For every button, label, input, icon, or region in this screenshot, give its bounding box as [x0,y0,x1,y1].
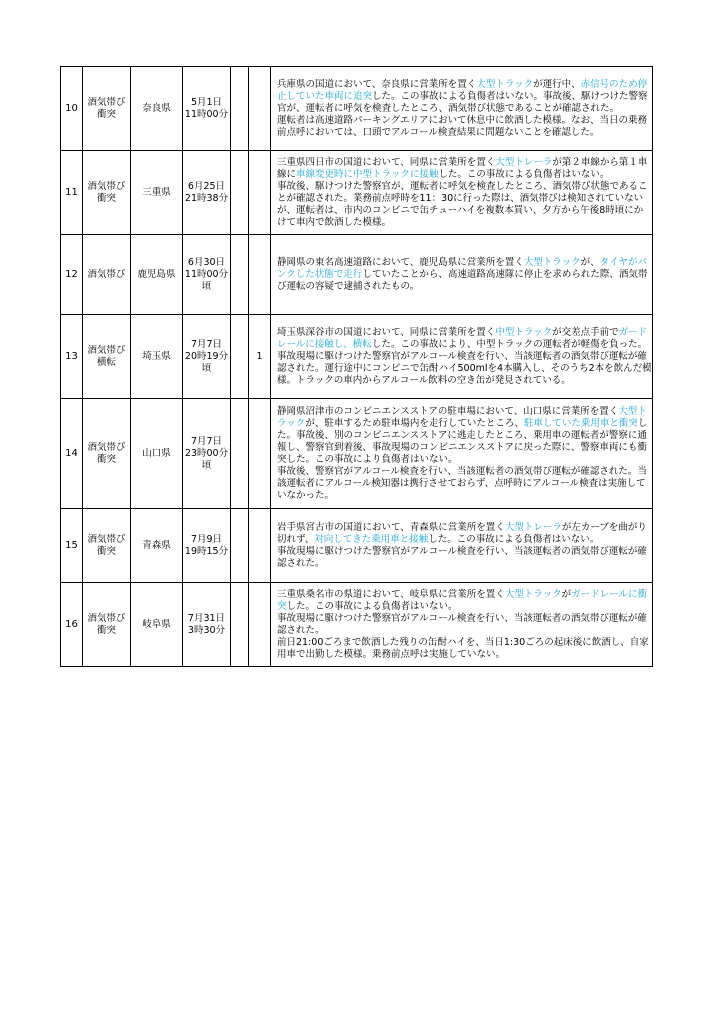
row-number: 10 [61,67,83,151]
time: 20時19分 [184,350,229,362]
description-paragraph: 事故現場に駆けつけた警察官がアルコール検査を行い、当該運転者の酒気帯び運転が確認された。 [277,545,647,569]
prefecture: 青森県 [131,509,183,583]
blank-cell [231,583,249,667]
description [271,151,653,235]
description [271,583,653,667]
date: 6月30日 [187,256,226,268]
date: 7月31日 [187,612,226,624]
accident-type: 酒気帯び衝突 [83,583,131,667]
prefecture: 鹿児島県 [131,235,183,315]
prefecture: 奈良県 [131,67,183,151]
time: 11時00分 [184,108,229,120]
row-number: 16 [61,583,83,667]
description-paragraph: 静岡県沼津市のコンビニエンスストアの駐車場において、山口県に営業所を置く大型トラックが、駐車するため駐車場内を走行していたところ、駐車していた乗用車と衝突した。事故後、別のコンビニエンスストアに逃走したところ、乗用車の運転者が警察に通報し、警察官到着後、事故現場のコンビニエンスストアに戻った際に、警察車両にも衝突した。この事故により負傷者はいない。 [277,405,648,465]
time-suffix: 頃 [201,459,212,471]
table-row [61,235,653,315]
row-number: 13 [61,315,83,399]
table-row [61,151,653,235]
description [271,399,653,509]
description-paragraph: 運転者は高速道路パーキングエリアにおいて休息中に飲酒した模様。なお、当日の乗務前点呼においては、口頭でアルコール検査結果に問題ないことを確認した。 [277,114,648,138]
date-time [183,583,231,667]
injury-count: 1 [249,315,271,399]
date: 5月1日 [190,96,223,108]
time: 19時15分 [184,545,229,557]
description-paragraph: 埼玉県深谷市の国道において、同県に営業所を置く中型トラックが交差点手前でガードレールに接触し、横転した。この事故により、中型トラックの運転者が軽傷を負った。 [277,326,648,350]
accident-type: 酒気帯び [83,235,131,315]
accident-type: 酒気帯び衝突 [83,509,131,583]
accident-type: 酒気帯び衝突 [83,67,131,151]
description [271,67,653,151]
date-time [183,67,231,151]
description-paragraph: 事故現場に駆けつけた警察官がアルコール検査を行い、当該運転者の酒気帯び運転が確認された。運行途中にコンビニで缶酎ハイ500mlを4本購入し、そのうち2本を飲んだ模様。トラックの車内からアルコール飲料の空き缶が発見されている。 [277,350,652,386]
time: 21時38分 [184,192,229,204]
prefecture: 山口県 [131,399,183,509]
row-number: 11 [61,151,83,235]
description-paragraph: 岩手県宮古市の国道において、青森県に営業所を置く大型トレーラが左カーブを曲がり切れず、対向してきた乗用車と接触した。この事故による負傷者はいない。 [277,521,647,545]
time-suffix: 頃 [201,280,212,292]
date-time [183,151,231,235]
row-number: 14 [61,399,83,509]
description-paragraph: 前日21:00ごろまで飲酒した残りの缶酎ハイを、当日1:30ごろの起床後に飲酒し、自家用車で出勤した模様。乗務前点呼は実施していない。 [277,636,649,660]
accident-table [60,66,653,667]
description [271,509,653,583]
date: 7月7日 [190,338,223,350]
table-row [61,67,653,151]
injury-count [249,509,271,583]
injury-count [249,235,271,315]
table-row [61,315,653,399]
date-time [183,509,231,583]
blank-cell [231,509,249,583]
description-paragraph: 三重県四日市の国道において、同県に営業所を置く大型トレーラが第２車線から第１車線に車線変更時に中型トラックに接触した。この事故による負傷者はいない。 [277,156,648,180]
date-time [183,399,231,509]
time: 3時30分 [187,624,226,636]
prefecture: 岐阜県 [131,583,183,667]
table-row [61,509,653,583]
prefecture: 三重県 [131,151,183,235]
description [271,315,653,399]
blank-cell [231,235,249,315]
table-row [61,583,653,667]
row-number: 12 [61,235,83,315]
date: 6月25日 [187,180,226,192]
date-time [183,315,231,399]
prefecture: 埼玉県 [131,315,183,399]
injury-count [249,583,271,667]
blank-cell [231,315,249,399]
blank-cell [231,67,249,151]
injury-count [249,67,271,151]
description-paragraph: 静岡県の東名高速道路において、鹿児島県に営業所を置く大型トラックが、タイヤがパンクした状態で走行していたことから、高速道路高速隊に停止を求められた際、酒気帯び運転の容疑で逮捕されたもの。 [277,256,648,292]
table-row [61,399,653,509]
injury-count [249,399,271,509]
description-paragraph: 兵庫県の国道において、奈良県に営業所を置く大型トラックが運行中、赤信号のため停止していた車両に追突した。この事故による負傷者はいない。事故後、駆けつけた警察官が、運転者に呼気を検査したところ、酒気帯び状態であることが確認された。 [277,78,648,114]
date: 7月7日 [190,435,223,447]
accident-type: 酒気帯び衝突 [83,151,131,235]
injury-count [249,151,271,235]
description [271,235,653,315]
blank-cell [231,399,249,509]
time-suffix: 頃 [201,362,212,374]
time: 23時00分 [184,447,229,459]
date: 7月9日 [190,533,223,545]
description-paragraph: 事故後、警察官がアルコール検査を行い、当該運転者の酒気帯び運転が確認された。当該運転者にアルコール検知器は携行させておらず、点呼時にアルコール検査は実施していなかった。 [277,465,647,501]
accident-type: 酒気帯び衝突 [83,399,131,509]
time: 11時00分 [184,268,229,280]
description-paragraph: 三重県桑名市の県道において、岐阜県に営業所を置く大型トラックがガードレールに衝突した。この事故による負傷者はいない。 [277,588,647,612]
description-paragraph: 事故後、駆けつけた警察官が、運転者に呼気を検査したところ、酒気帯び状態であることが確認された。業務前点呼時を11：30に行った際は、酒気帯びは検知されていないが、運転者は、市内のコンビニで缶チューハイを複数本買い、夕方から午後8時頃にかけて車内で飲酒した模様。 [277,180,648,228]
row-number: 15 [61,509,83,583]
accident-type: 酒気帯び横転 [83,315,131,399]
date-time [183,235,231,315]
blank-cell [231,151,249,235]
description-paragraph: 事故現場に駆けつけた警察官がアルコール検査を行い、当該運転者の酒気帯び運転が確認された。 [277,612,647,636]
